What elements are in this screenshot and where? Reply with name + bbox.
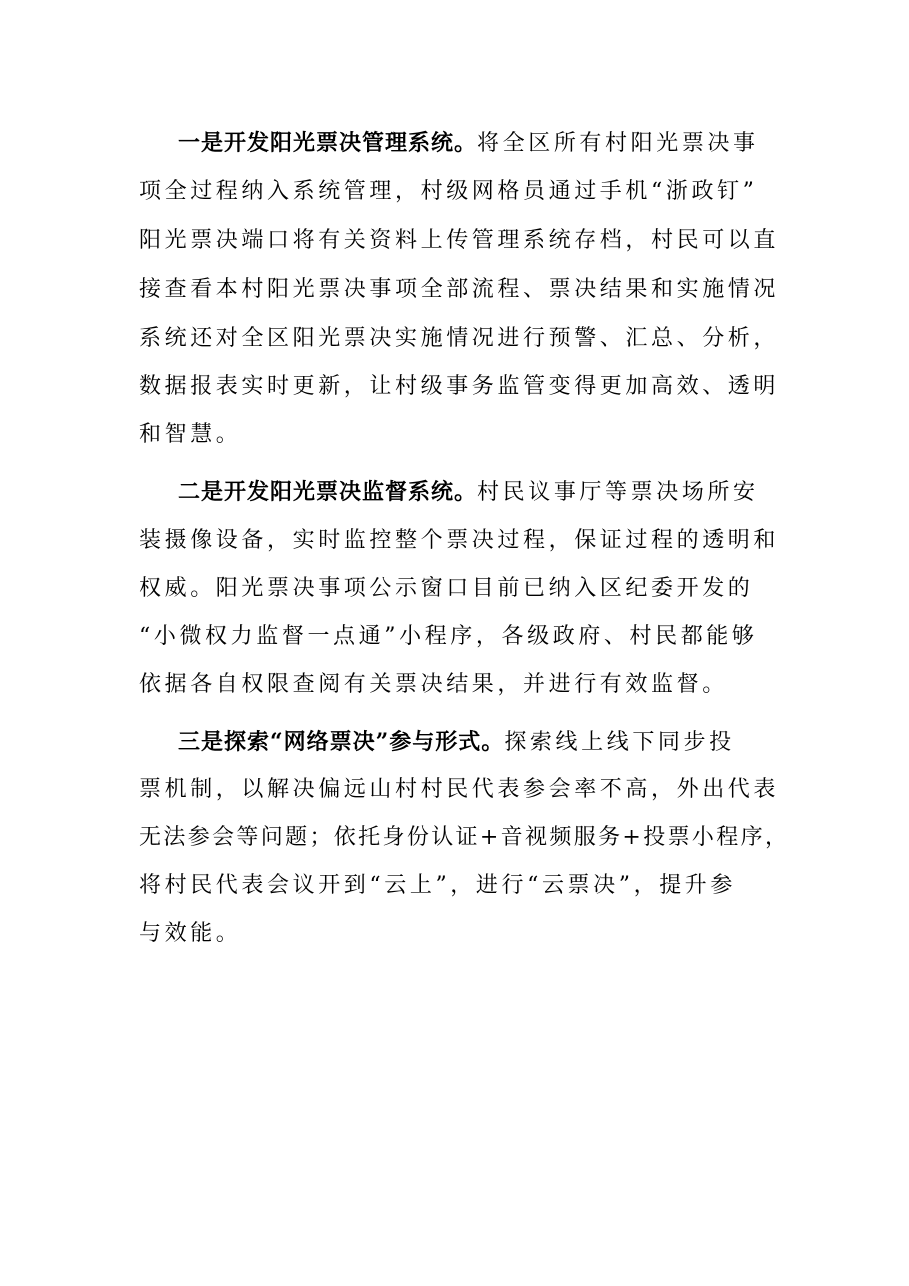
paragraph-1-text: 将全区所有村阳光票决事 <box>477 131 759 156</box>
paragraph-2-text: 村民议事厅等票决场所安 <box>477 480 759 505</box>
paragraph-3-line-1 <box>178 727 789 757</box>
paragraph-3-line-2: 票机制，以解决偏远山村村民代表参会率不高，外出代表 <box>139 777 780 802</box>
paragraph-1-line-1 <box>178 128 789 158</box>
paragraph-1-line-3: 阳光票决端口将有关资料上传管理系统存档，村民可以直 <box>139 228 780 253</box>
paragraph-3-heading: 三是探索“网络票决”参与形式。 <box>178 729 505 755</box>
paragraph-2-line-2: 装摄像设备，实时监控整个票决过程，保证过程的透明和 <box>139 528 780 553</box>
paragraph-2-heading: 二是开发阳光票决监督系统。 <box>178 479 478 505</box>
paragraph-2-line-3: 权威。阳光票决事项公示窗口目前已纳入区纪委开发的 <box>139 576 754 601</box>
paragraph-1-line-6: 数据报表实时更新，让村级事务监管变得更加高效、透明 <box>139 374 780 399</box>
paragraph-1-line-4: 接查看本村阳光票决事项全部流程、票决结果和实施情况 <box>139 277 780 302</box>
paragraph-3-line-5: 与效能。 <box>139 921 242 946</box>
paragraph-3-line-3: 无法参会等问题；依托身份认证+音视频服务+投票小程序， <box>139 825 790 850</box>
paragraph-2-line-4: “小微权力监督一点通”小程序，各级政府、村民都能够 <box>139 624 758 649</box>
paragraph-1-line-7: 和智慧。 <box>139 422 242 447</box>
paragraph-1-heading: 一是开发阳光票决管理系统。 <box>178 130 478 156</box>
paragraph-3-line-4: 将村民代表会议开到“云上”，进行“云票决”，提升参 <box>139 873 736 898</box>
paragraph-1-line-5: 系统还对全区阳光票决实施情况进行预警、汇总、分析， <box>139 326 780 351</box>
paragraph-2-line-1 <box>178 477 789 507</box>
paragraph-2-line-5: 依据各自权限查阅有关票决结果，并进行有效监督。 <box>139 672 728 697</box>
paragraph-1-line-2: 项全过程纳入系统管理，村级网格员通过手机“浙政钉” <box>139 179 758 204</box>
paragraph-3-text: 探索线上线下同步投 <box>504 730 735 755</box>
